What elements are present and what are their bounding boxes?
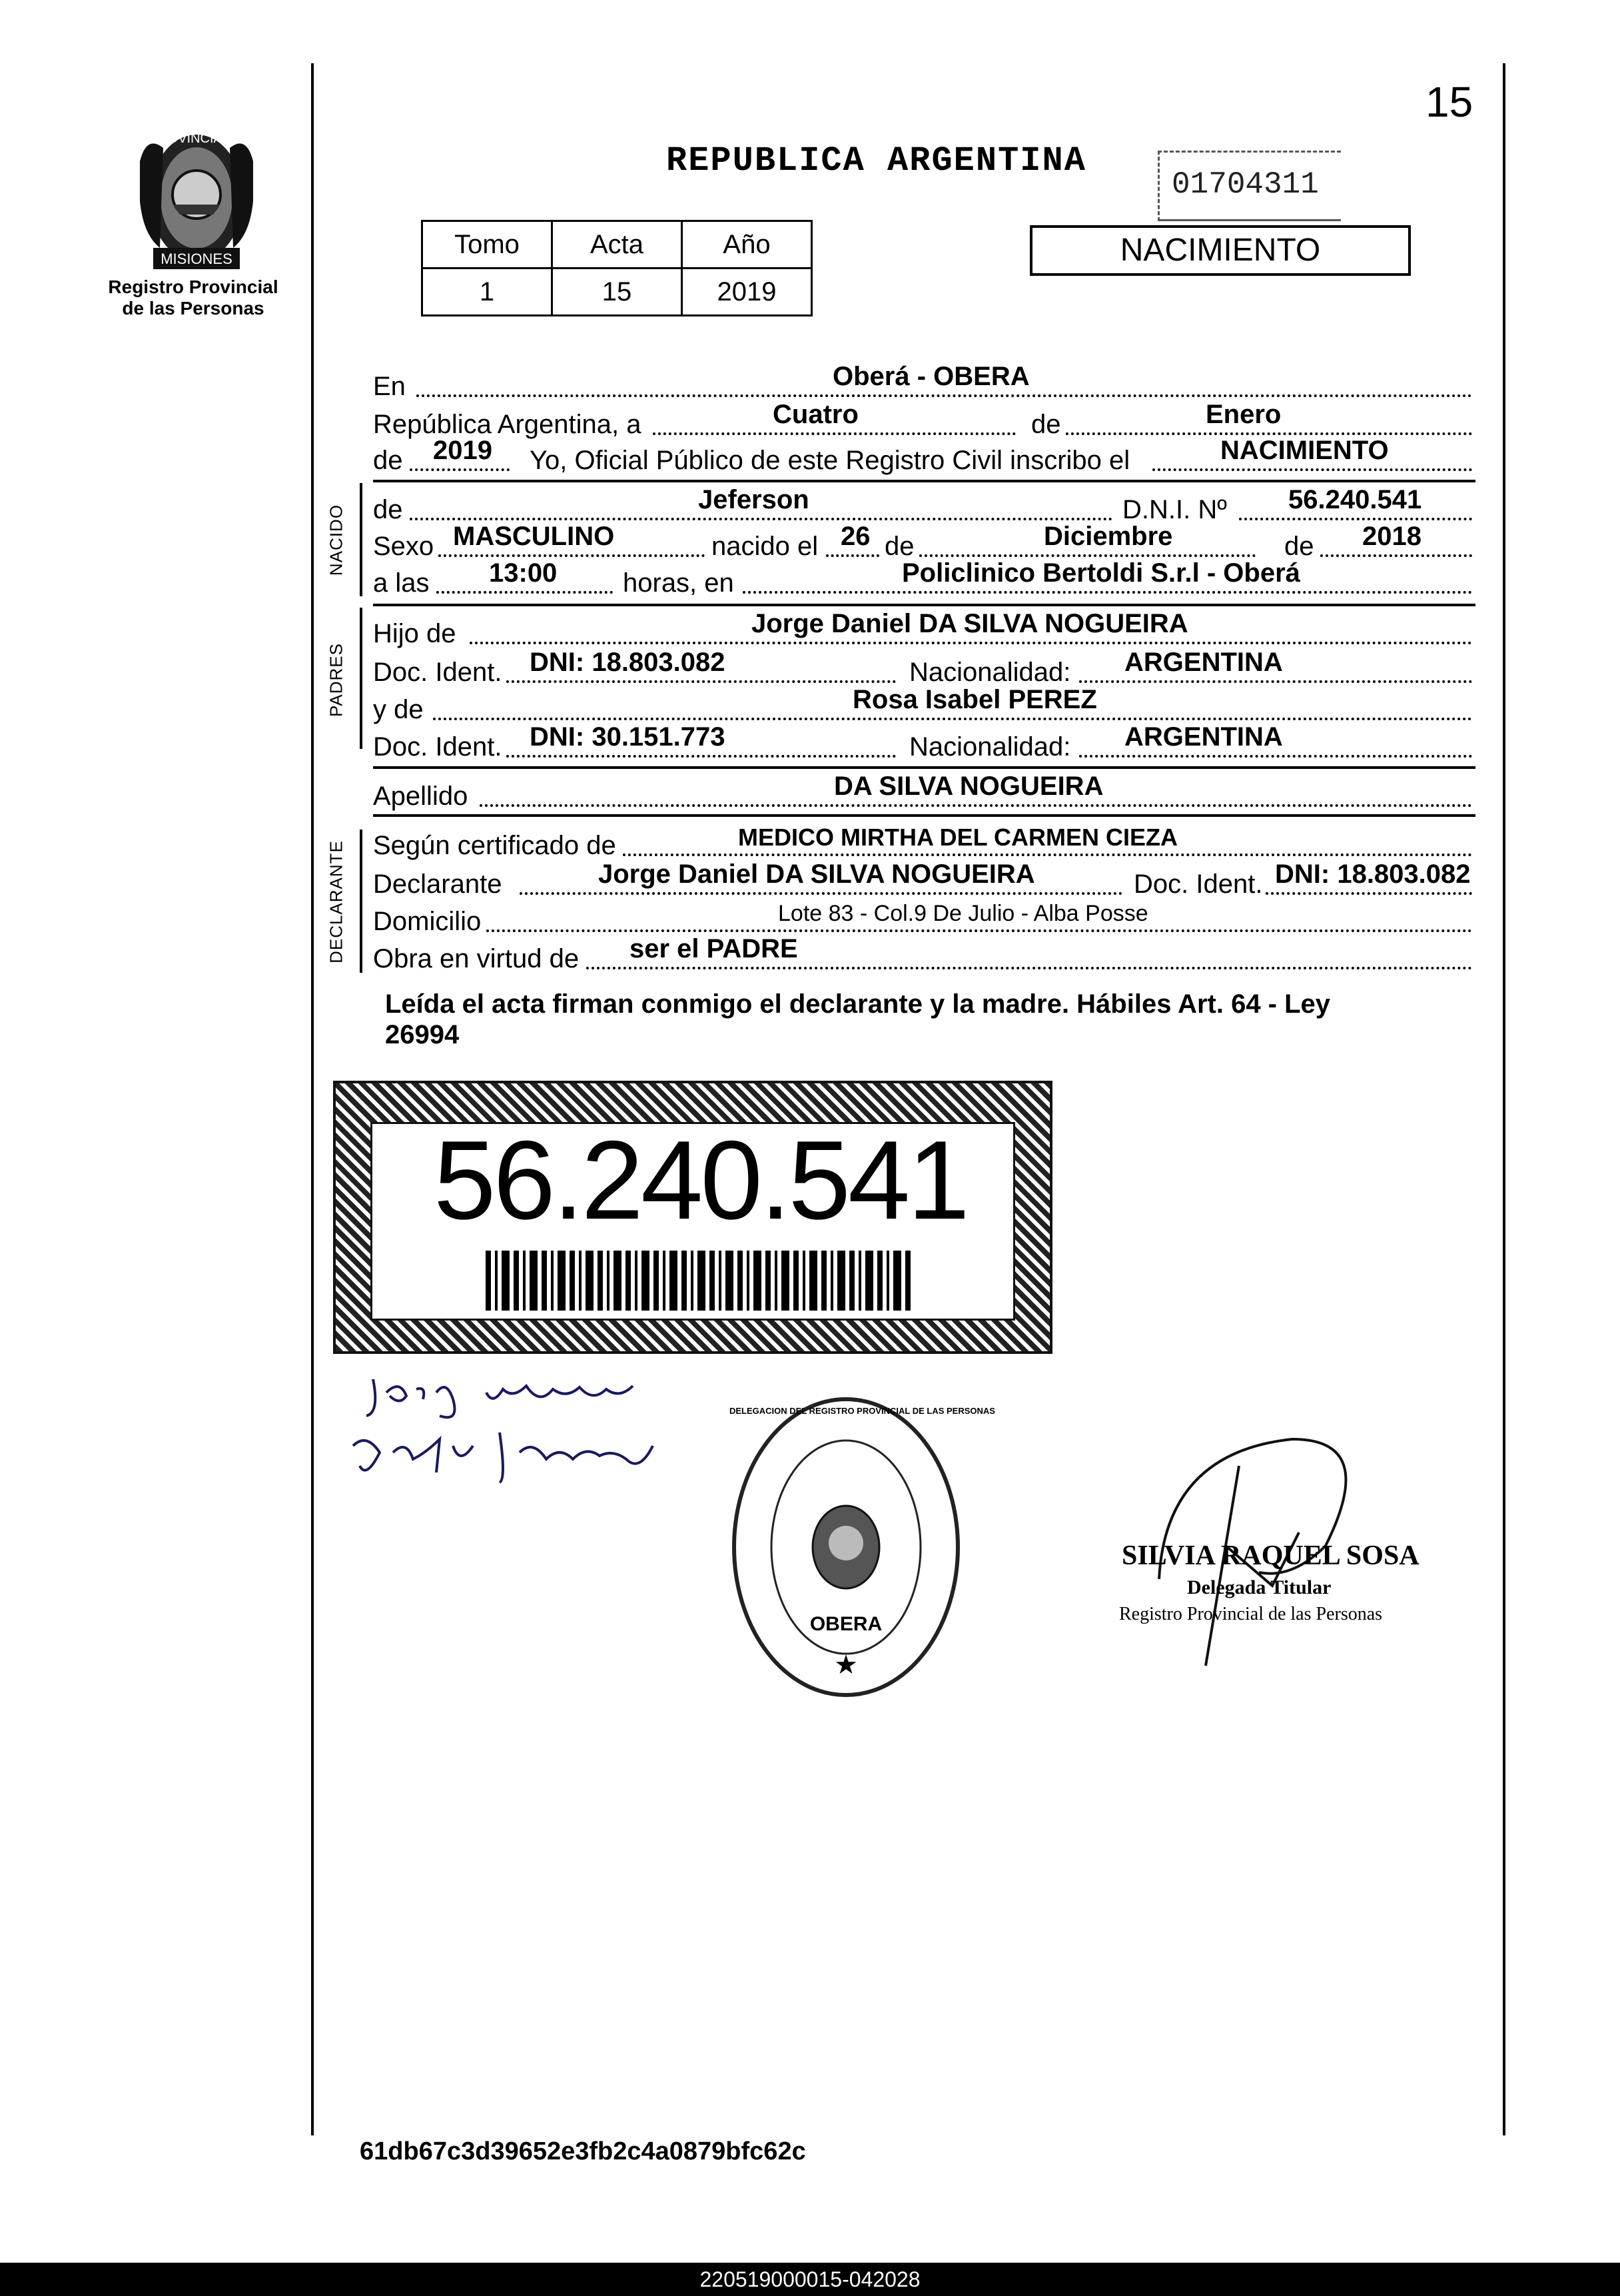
official-name: SILVIA RAQUEL SOSA	[1122, 1540, 1419, 1571]
dots	[623, 854, 1472, 856]
value-declarante: Jorge Daniel DA SILVA NOGUEIRA	[598, 860, 1035, 889]
dots	[506, 680, 896, 683]
acta-value: 15	[552, 269, 682, 316]
dots	[826, 554, 879, 557]
value-acto: NACIMIENTO	[1220, 436, 1389, 465]
dots	[416, 394, 1472, 397]
dots	[470, 642, 1472, 644]
section-bar-nacido	[360, 483, 362, 596]
value-obra: ser el PADRE	[629, 934, 798, 963]
label-de-3: de	[373, 495, 403, 524]
barcode-icon	[486, 1251, 912, 1311]
document-hash: 61db67c3d39652e3fb2c4a0879bfc62c	[360, 2137, 806, 2165]
right-margin-line	[1503, 63, 1505, 2135]
legal-note-line1: Leída el acta firman conmigo el declarante y la madre. Hábiles Art. 64 - Ley	[385, 989, 1331, 1019]
dots	[438, 554, 705, 557]
label-de-1: de	[1031, 410, 1061, 439]
value-nac-dia: 26	[841, 522, 871, 551]
value-sexo: MASCULINO	[453, 522, 615, 551]
official-org: Registro Provincial de las Personas	[1119, 1604, 1383, 1624]
dots	[1079, 680, 1472, 683]
page-number: 15	[1425, 78, 1473, 126]
serial-box	[1158, 151, 1341, 221]
label-doc-1: Doc. Ident.	[373, 658, 502, 687]
value-anio: 2019	[433, 436, 492, 465]
value-padre: Jorge Daniel DA SILVA NOGUEIRA	[751, 609, 1188, 638]
separator	[373, 814, 1475, 817]
acta-header: Acta	[552, 221, 682, 269]
dots	[410, 518, 1112, 520]
logo-caption-2: de las Personas	[122, 298, 264, 318]
label-dni: D.N.I. Nº	[1122, 495, 1227, 524]
document-type-box	[1030, 225, 1411, 276]
label-de-2: de	[373, 446, 403, 475]
value-apellido: DA SILVA NOGUEIRA	[834, 772, 1104, 801]
separator	[373, 480, 1475, 482]
dots	[1320, 554, 1472, 557]
label-segun: Según certificado de	[373, 831, 616, 860]
value-nac-anio: 2018	[1362, 522, 1421, 551]
signature-madre	[346, 1419, 666, 1486]
dots	[1239, 518, 1472, 520]
label-horas: horas, en	[623, 568, 734, 598]
label-doc-3: Doc. Ident.	[1134, 869, 1263, 899]
tomo-value: 1	[422, 269, 552, 316]
label-doc-2: Doc. Ident.	[373, 732, 502, 762]
dots	[586, 967, 1472, 969]
value-lugar-nac: Policlinico Bertoldi S.r.l - Oberá	[902, 558, 1300, 588]
label-nac-2: Nacionalidad:	[909, 732, 1071, 762]
value-madre-nac: ARGENTINA	[1124, 722, 1283, 752]
legal-note-line2: 26994	[385, 1020, 460, 1049]
section-label-padres: PADRES	[326, 643, 346, 717]
value-madre: Rosa Isabel PEREZ	[853, 685, 1097, 714]
footer-code: 220519000015-042028	[699, 2267, 921, 2291]
label-hijo: Hijo de	[373, 619, 456, 648]
svg-text:★: ★	[834, 1650, 858, 1680]
logo-caption-1: Registro Provincial	[108, 277, 278, 297]
dots	[436, 591, 613, 594]
section-bar-padres	[360, 608, 362, 749]
stamp-text: DELEGACION DEL REGISTRO PROVINCIAL DE LAS PERSONAS	[729, 1406, 995, 1416]
label-nac-1: Nacionalidad:	[909, 658, 1071, 687]
dots	[919, 554, 1256, 557]
label-de-4: de	[885, 532, 915, 561]
dots	[1266, 892, 1472, 895]
dots	[1079, 755, 1472, 758]
tomo-header: Tomo	[422, 221, 552, 269]
section-label-nacido: NACIDO	[326, 504, 346, 576]
seal-text-bottom: MISIONES	[161, 251, 232, 267]
value-mes: Enero	[1206, 400, 1282, 429]
value-declarante-doc: DNI: 18.803.082	[1275, 860, 1471, 889]
section-label-declarante: DECLARANTE	[326, 840, 346, 963]
seal-text-top: PROVINCIA DE	[149, 131, 244, 146]
dots	[653, 432, 1016, 435]
dots	[486, 929, 1472, 932]
label-a-las: a las	[373, 568, 430, 598]
label-de-5: de	[1284, 532, 1314, 561]
label-y-de: y de	[373, 695, 424, 724]
round-stamp-icon	[729, 1394, 995, 1700]
label-obra: Obra en virtud de	[373, 944, 580, 973]
dots	[480, 804, 1472, 807]
dots	[1066, 432, 1472, 435]
value-nac-mes: Diciembre	[1044, 522, 1173, 551]
signature-padre	[360, 1359, 666, 1419]
value-padre-doc: DNI: 18.803.082	[530, 648, 725, 677]
separator	[373, 604, 1475, 606]
label-en: En	[373, 372, 406, 401]
label-sexo: Sexo	[373, 532, 434, 561]
page-title: REPUBLICA ARGENTINA	[666, 141, 1086, 181]
dots	[506, 755, 896, 758]
dots	[433, 718, 1472, 720]
label-nacido-el: nacido el	[711, 532, 819, 561]
value-domicilio: Lote 83 - Col.9 De Julio - Alba Posse	[778, 901, 1148, 926]
value-madre-doc: DNI: 30.151.773	[530, 722, 725, 752]
stamp-city: OBERA	[809, 1613, 883, 1635]
dots	[1152, 468, 1472, 471]
dots	[743, 591, 1472, 594]
official-role: Delegada Titular	[1187, 1576, 1332, 1598]
dni-sticker-inner	[370, 1117, 1015, 1321]
label-declarante: Declarante	[373, 869, 502, 899]
value-dni: 56.240.541	[1288, 485, 1422, 514]
value-certificado: MEDICO MIRTHA DEL CARMEN CIEZA	[738, 824, 1178, 851]
dni-sticker	[333, 1081, 1052, 1354]
value-padre-nac: ARGENTINA	[1124, 648, 1283, 677]
value-hora: 13:00	[489, 558, 558, 588]
value-dia: Cuatro	[773, 400, 859, 429]
footer-strip	[0, 2263, 1620, 2296]
value-lugar: Oberá - OBERA	[833, 362, 1030, 391]
label-republica: República Argentina, a	[373, 410, 641, 439]
dni-sticker-number: 56.240.541	[434, 1117, 967, 1243]
provincia-de-misiones-seal-icon	[133, 121, 260, 275]
document-type: NACIMIENTO	[1120, 233, 1321, 268]
anio-value: 2019	[682, 269, 812, 316]
tomo-acta-table	[421, 220, 813, 316]
separator	[373, 766, 1475, 769]
label-domicilio: Domicilio	[373, 907, 482, 936]
left-margin-line	[311, 63, 314, 2135]
value-nombre: Jeferson	[698, 485, 809, 514]
dots	[410, 468, 510, 471]
dots	[520, 892, 1122, 895]
anio-header: Año	[682, 221, 812, 269]
section-bar-declarante	[360, 830, 362, 973]
serial-number: 01704311	[1172, 167, 1319, 202]
label-yo: Yo, Oficial Público de este Registro Civil inscribo el	[530, 446, 1130, 475]
label-apellido: Apellido	[373, 782, 468, 811]
